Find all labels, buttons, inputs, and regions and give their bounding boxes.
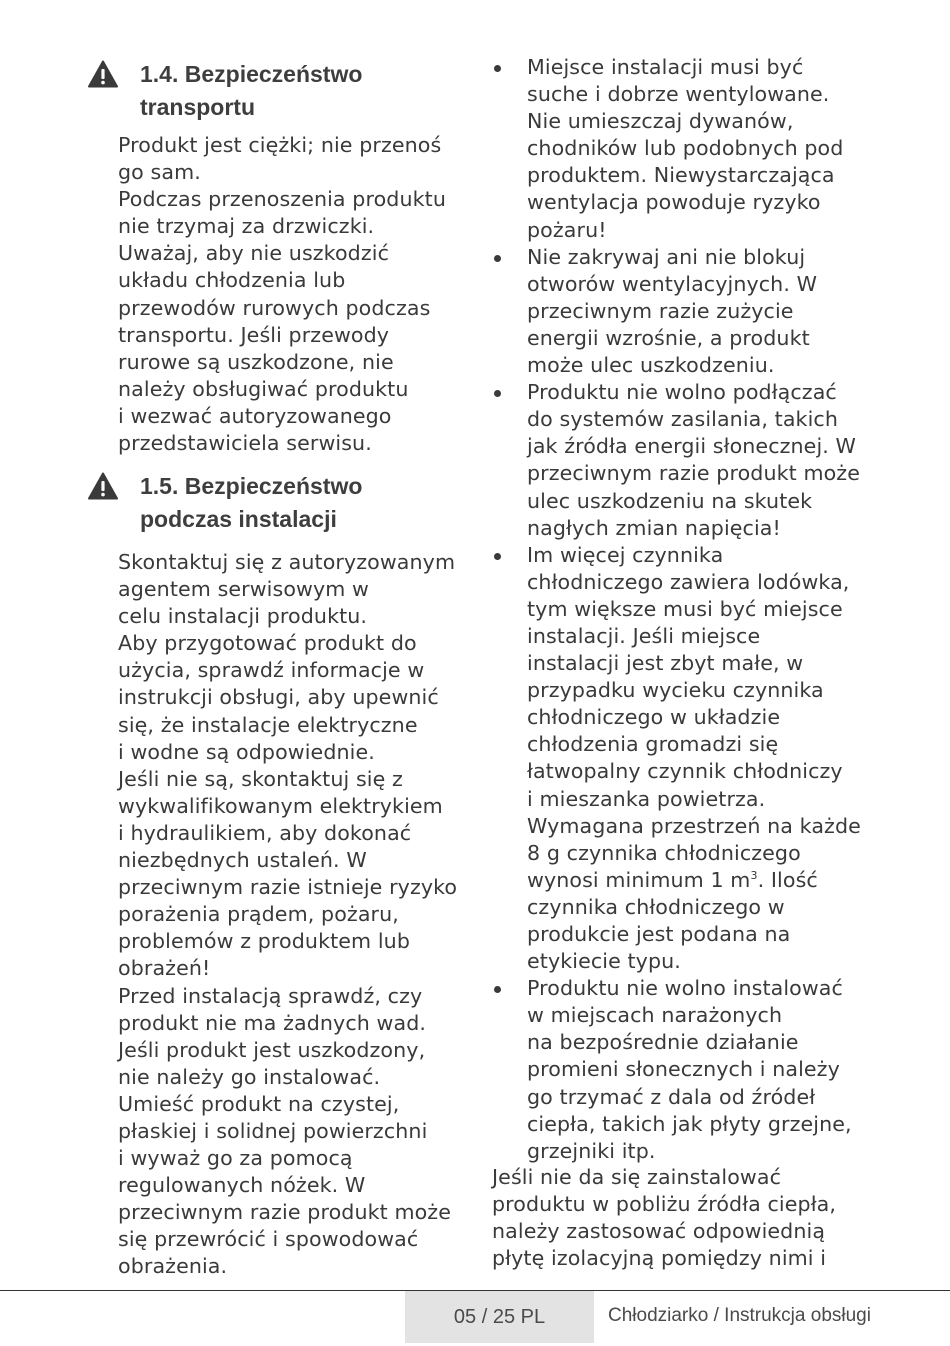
bullet-list (492, 54, 861, 1165)
text-line: go trzymać z dala od źródeł (527, 1084, 816, 1109)
text-line: nie należy go instalować. (118, 1064, 381, 1089)
title-line: transportu (140, 94, 255, 120)
text-line: obrażeń! (118, 956, 211, 981)
text-line: chłodniczego w układzie (527, 705, 781, 730)
section-title (140, 58, 362, 124)
text-line: Nie zakrywaj ani nie blokuj (527, 244, 806, 269)
title-line: 1.4. Bezpieczeństwo (140, 61, 363, 87)
text-line: Wymagana przestrzeń na każde (527, 813, 861, 838)
text-line: Im więcej czynnika (527, 542, 724, 567)
text-line: problemów z produktem lub (118, 929, 410, 954)
text-line: jak źródła energii słonecznej. W (527, 434, 857, 459)
text-line: Jeśli nie da się zainstalować (492, 1165, 781, 1189)
text-line: Przed instalacją sprawdź, czy (118, 983, 423, 1008)
text-line: przeciwnym razie istnieje ryzyko (118, 875, 458, 900)
text-line: celu instalacji produktu. (118, 604, 368, 629)
bullet-dot-icon (494, 986, 501, 993)
section-installation-body (118, 549, 478, 1281)
text-line: ulec uszkodzeniu na skutek (527, 488, 813, 513)
continuation-paragraph (492, 1164, 836, 1272)
list-item (492, 542, 861, 976)
text-line-with-superscript (527, 867, 861, 894)
text-line: otworów wentylacyjnych. W (527, 271, 818, 296)
text-line: agentem serwisowym w (118, 577, 370, 602)
text-line: niezbędnych ustaleń. W (118, 848, 367, 873)
text-line: produktem. Niewystarczająca (527, 163, 835, 188)
text-line: przedstawiciela serwisu. (118, 431, 372, 456)
text-line: instalacji. Jeśli miejsce (527, 623, 761, 648)
text-line: i wodne są odpowiednie. (118, 739, 375, 764)
list-item (492, 379, 861, 542)
text-line: rurowe są uszkodzone, nie (118, 349, 394, 374)
text-line: do systemów zasilania, takich (527, 407, 838, 432)
text-line: w miejscach narażonych (527, 1003, 783, 1028)
text-line: układu chłodzenia lub (118, 268, 346, 293)
text-line: przeciwnym razie produkt może (527, 461, 860, 486)
bullet-dot-icon (494, 65, 501, 72)
text-line: i wyważ go za pomocą (118, 1146, 353, 1171)
text-line: 8 g czynnika chłodniczego (527, 840, 801, 865)
text-line: się, że instalacje elektryczne (118, 712, 418, 737)
list-item (492, 244, 861, 379)
superscript: 3 (750, 868, 758, 882)
text-line: użycia, sprawdź informacje w (118, 658, 425, 683)
text-line: Miejsce instalacji musi być (527, 55, 804, 79)
text-line: należy obsługiwać produktu (118, 376, 409, 401)
text-line: go sam. (118, 160, 201, 185)
text-line: produktu w pobliżu źródła ciepła, (492, 1192, 837, 1217)
text-line: może ulec uszkodzeniu. (527, 353, 775, 378)
text-line: produkcie jest podana na (527, 922, 791, 946)
text-line: Aby przygotować produkt do (118, 631, 417, 656)
text-line: suche i dobrze wentylowane. (527, 82, 830, 107)
text-line: czynnika chłodniczego w (527, 894, 785, 919)
list-item (492, 54, 861, 244)
warning-triangle-icon (88, 60, 118, 88)
text-line: promieni słonecznych i należy (527, 1057, 840, 1082)
text-line: płytę izolacyjną pomiędzy nimi i (492, 1246, 827, 1271)
text-line: i hydraulikiem, aby dokonać (118, 820, 412, 845)
text-line: chłodniczego zawiera lodówka, (527, 569, 850, 594)
text-fragment: wynosi minimum 1 m (527, 867, 751, 892)
text-line: Jeśli nie są, skontaktuj się z (118, 766, 403, 791)
text-line: Podczas przenoszenia produktu (118, 187, 446, 212)
document-title: Chłodziarko / Instrukcja obsługi (608, 1305, 871, 1326)
text-line: transportu. Jeśli przewody (118, 322, 390, 347)
text-line: i mieszanka powietrza. (527, 786, 766, 811)
text-line: Umieść produkt na czystej, (118, 1091, 400, 1116)
text-line: pożaru! (527, 217, 607, 242)
text-line: chłodzenia gromadzi się (527, 732, 779, 757)
text-line: nagłych zmian napięcia! (527, 515, 781, 540)
title-line: podczas instalacji (140, 506, 337, 532)
text-line: regulowanych nóżek. W (118, 1173, 366, 1198)
text-line: porażenia prądem, pożaru, (118, 902, 399, 927)
text-line: przeciwnym razie zużycie (527, 298, 794, 323)
text-line: ciepła, takich jak płyty grzejne, (527, 1111, 852, 1136)
text-line: wykwalifikowanym elektrykiem (118, 793, 443, 818)
text-line: instrukcji obsługi, aby upewnić (118, 685, 439, 710)
text-line: produkt nie ma żadnych wad. (118, 1010, 427, 1035)
text-line: chodników lub podobnych pod (527, 136, 844, 161)
text-line: nie trzymaj za drzwiczki. (118, 214, 375, 239)
bullet-dot-icon (494, 553, 501, 560)
text-line: Nie umieszczaj dywanów, (527, 109, 794, 134)
text-line: energii wzrośnie, a produkt (527, 325, 810, 350)
text-line: Uważaj, aby nie uszkodzić (118, 241, 390, 266)
text-line: łatwopalny czynnik chłodniczy (527, 759, 843, 784)
text-line: Skontaktuj się z autoryzowanym (118, 550, 456, 574)
title-line: 1.5. Bezpieczeństwo (140, 473, 363, 499)
section-title (140, 470, 362, 536)
text-fragment: . Ilość (757, 867, 818, 892)
text-line: Jeśli produkt jest uszkodzony, (118, 1037, 426, 1062)
text-line: przewodów rurowych podczas (118, 295, 431, 320)
text-line: Produktu nie wolno instalować (527, 976, 843, 1001)
warning-triangle-icon (88, 472, 118, 500)
text-line: instalacji jest zbyt małe, w (527, 651, 804, 676)
text-line: się przewrócić i spowodować (118, 1227, 419, 1252)
list-item (492, 975, 861, 1165)
text-line: obrażenia. (118, 1254, 228, 1279)
text-line: Produkt jest ciężki; nie przenoś (118, 133, 442, 157)
text-line: Produktu nie wolno podłączać (527, 380, 837, 405)
section-transport-body (118, 132, 478, 457)
text-line: tym większe musi być miejsce (527, 596, 843, 621)
text-line: etykiecie typu. (527, 949, 681, 974)
text-line: na bezpośrednie działanie (527, 1030, 799, 1055)
text-line: należy zastosować odpowiednią (492, 1219, 826, 1244)
text-line: grzejniki itp. (527, 1138, 656, 1163)
bullet-dot-icon (494, 390, 501, 397)
text-line: przeciwnym razie produkt może (118, 1200, 451, 1225)
text-line: i wezwać autoryzowanego (118, 403, 392, 428)
text-line: wentylacja powoduje ryzyko (527, 190, 821, 215)
bullet-dot-icon (494, 255, 501, 262)
text-line: przypadku wycieku czynnika (527, 678, 824, 703)
page-number: 05 / 25 PL (405, 1291, 594, 1343)
text-line: płaskiej i solidnej powierzchni (118, 1118, 428, 1143)
